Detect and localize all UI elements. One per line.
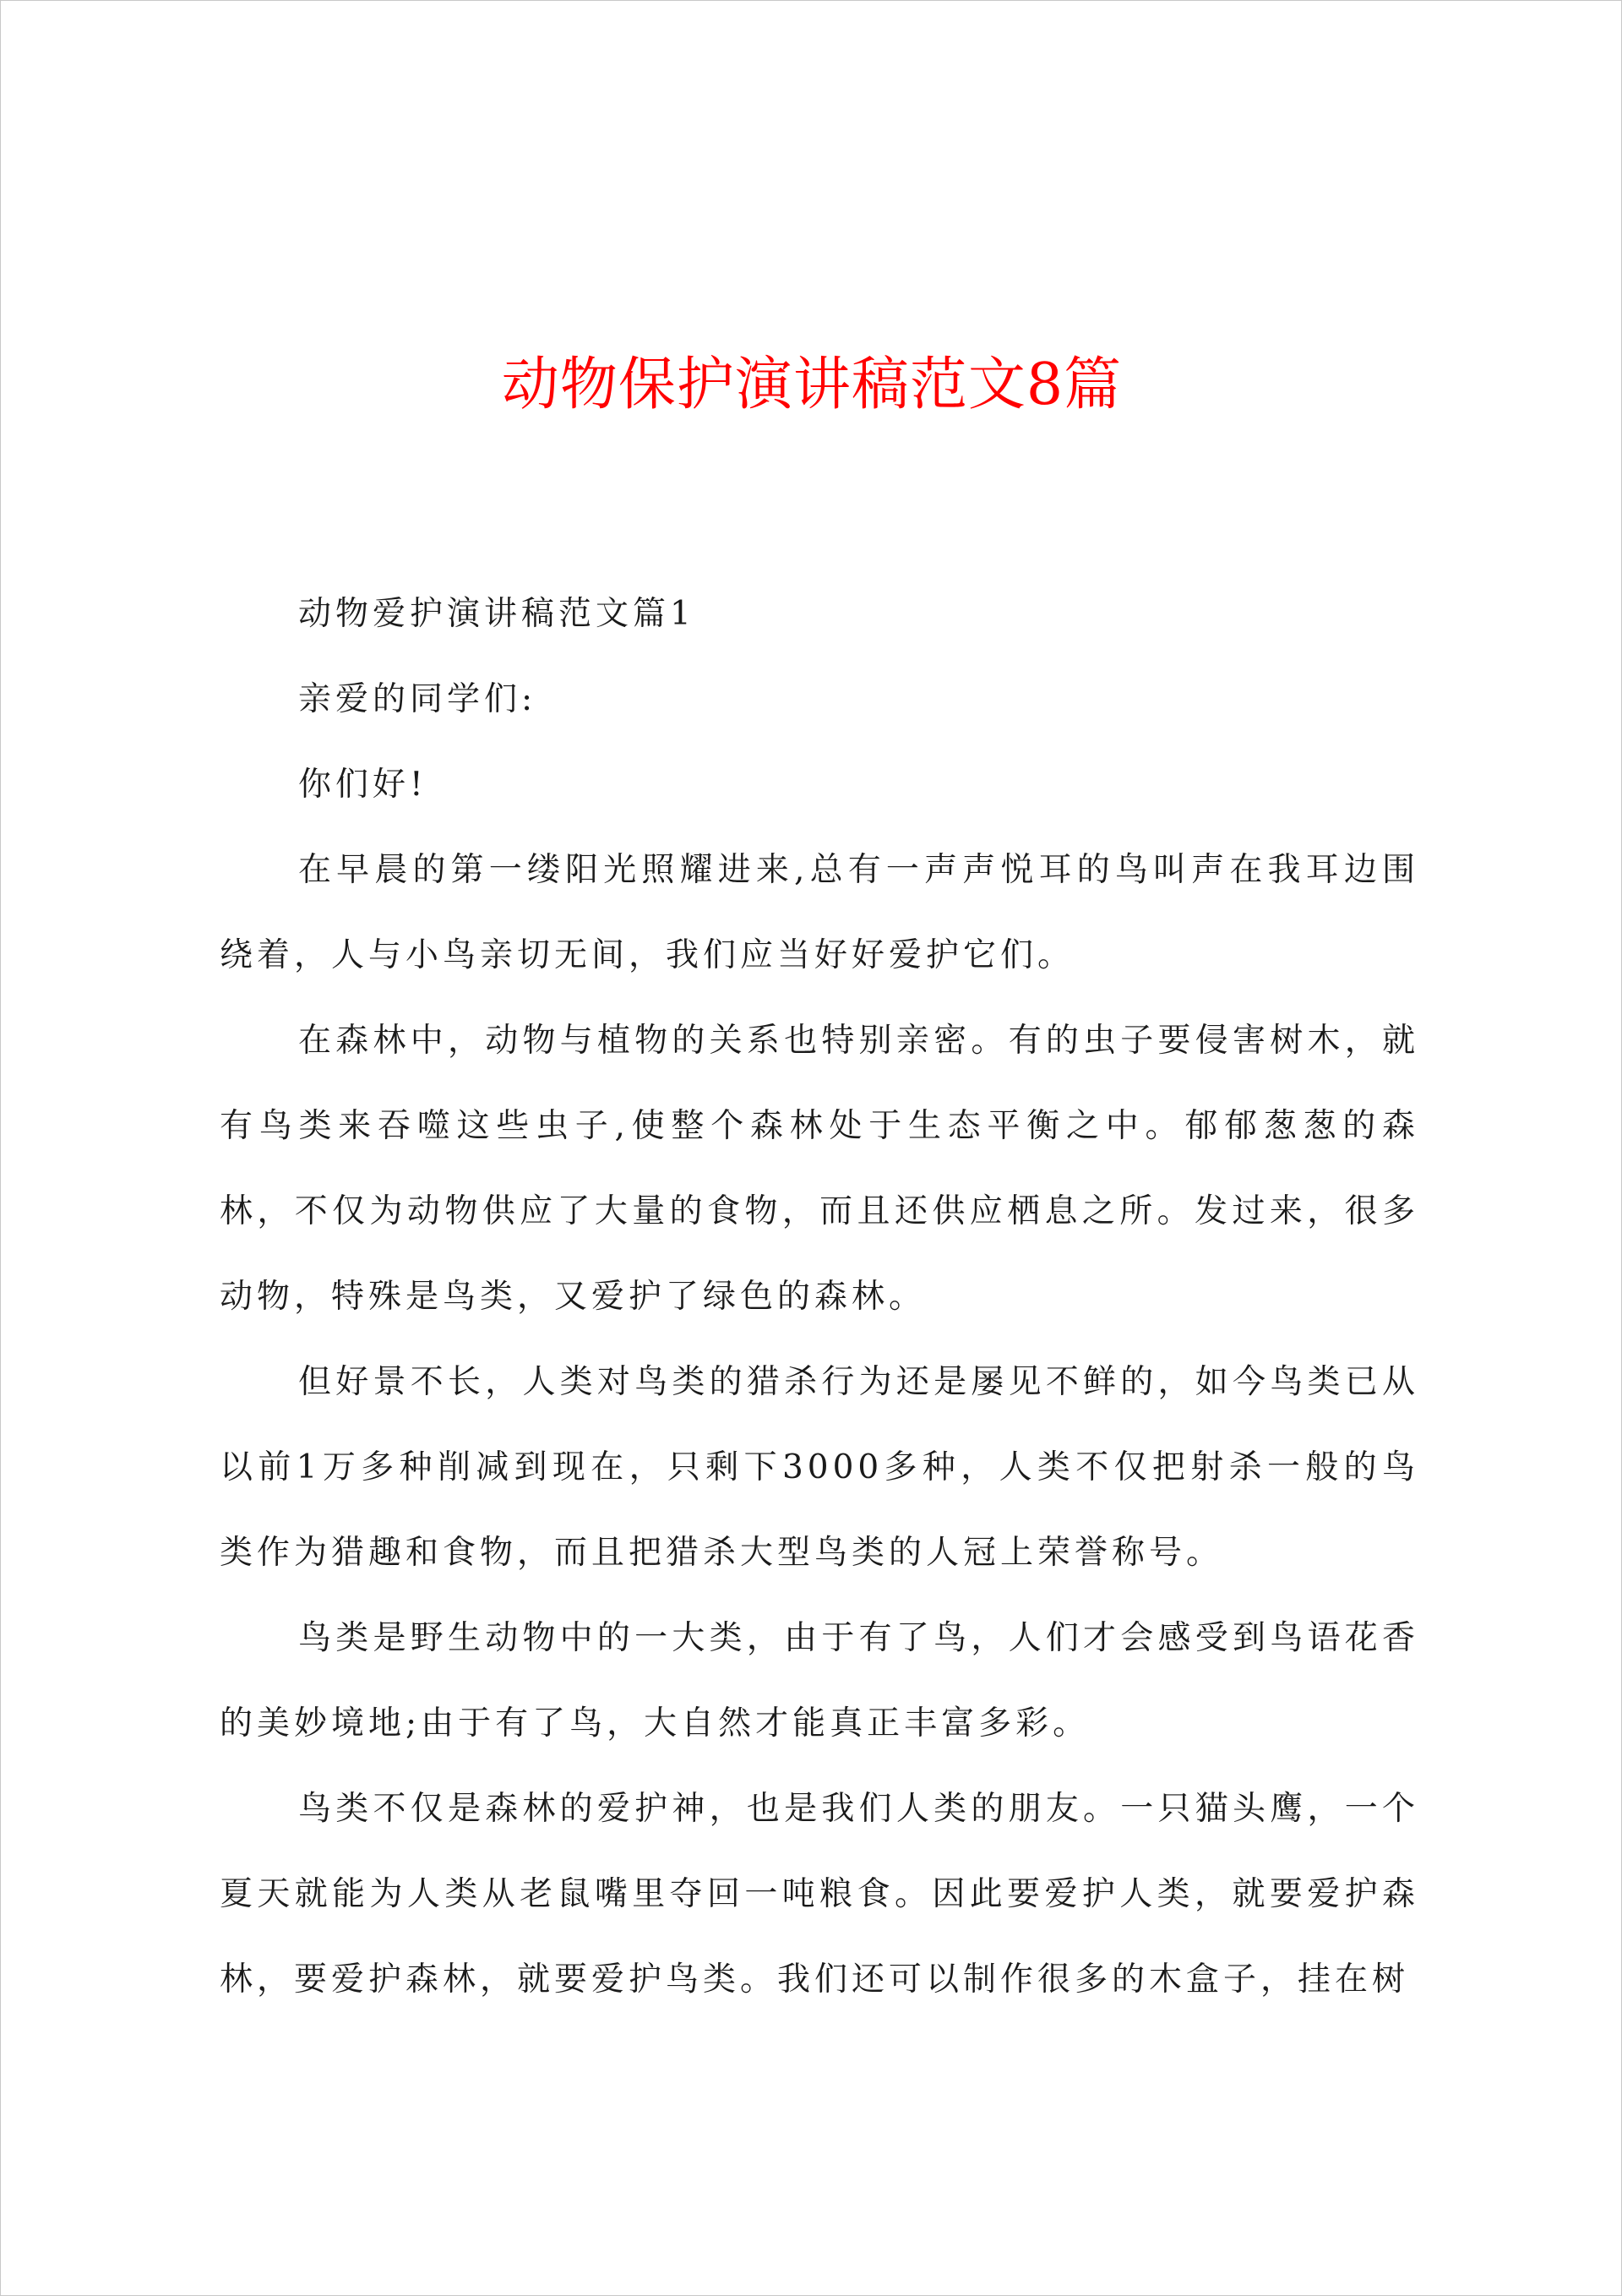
salutation-line: 你们好! [298, 766, 427, 804]
document-body [220, 571, 1419, 2022]
body-paragraph: 在早晨的第一缕阳光照耀进来,总有一声声悦耳的鸟叫声在我耳边围绕着，人与小鸟亲切无间，我们应当好好爱护它们。 [220, 851, 1419, 974]
body-paragraph: 在森林中，动物与植物的关系也特别亲密。有的虫子要侵害树木，就有鸟类来吞噬这些虫子,使整个森林处于生态平衡之中。郁郁葱葱的森林，不仅为动物供应了大量的食物，而且还供应栖息之所。发过来，很多动物，特殊是鸟类，又爱护了绿色的森林。 [220, 1022, 1419, 1316]
greeting-line: 亲爱的同学们: [298, 680, 537, 718]
body-paragraph: 鸟类是野生动物中的一大类，由于有了鸟，人们才会感受到鸟语花香的美妙境地;由于有了鸟，大自然才能真正丰富多彩。 [220, 1619, 1419, 1742]
body-paragraph: 鸟类不仅是森林的爱护神，也是我们人类的朋友。一只猫头鹰，一个夏天就能为人类从老鼠嘴里夺回一吨粮食。因此要爱护人类，就要爱护森林，要爱护森林，就要爱护鸟类。我们还可以制作很多的木盒子，挂在树 [220, 1790, 1419, 1999]
body-paragraph: 但好景不长，人类对鸟类的猎杀行为还是屡见不鲜的，如今鸟类已从以前1万多种削减到现在，只剩下3000多种，人类不仅把射杀一般的鸟类作为猎趣和食物，而且把猎杀大型鸟类的人冠上荣誉称号。 [220, 1363, 1419, 1572]
section-heading: 动物爱护演讲稿范文篇1 [298, 595, 695, 633]
document-title: 动物保护演讲稿范文8篇 [501, 352, 1123, 418]
